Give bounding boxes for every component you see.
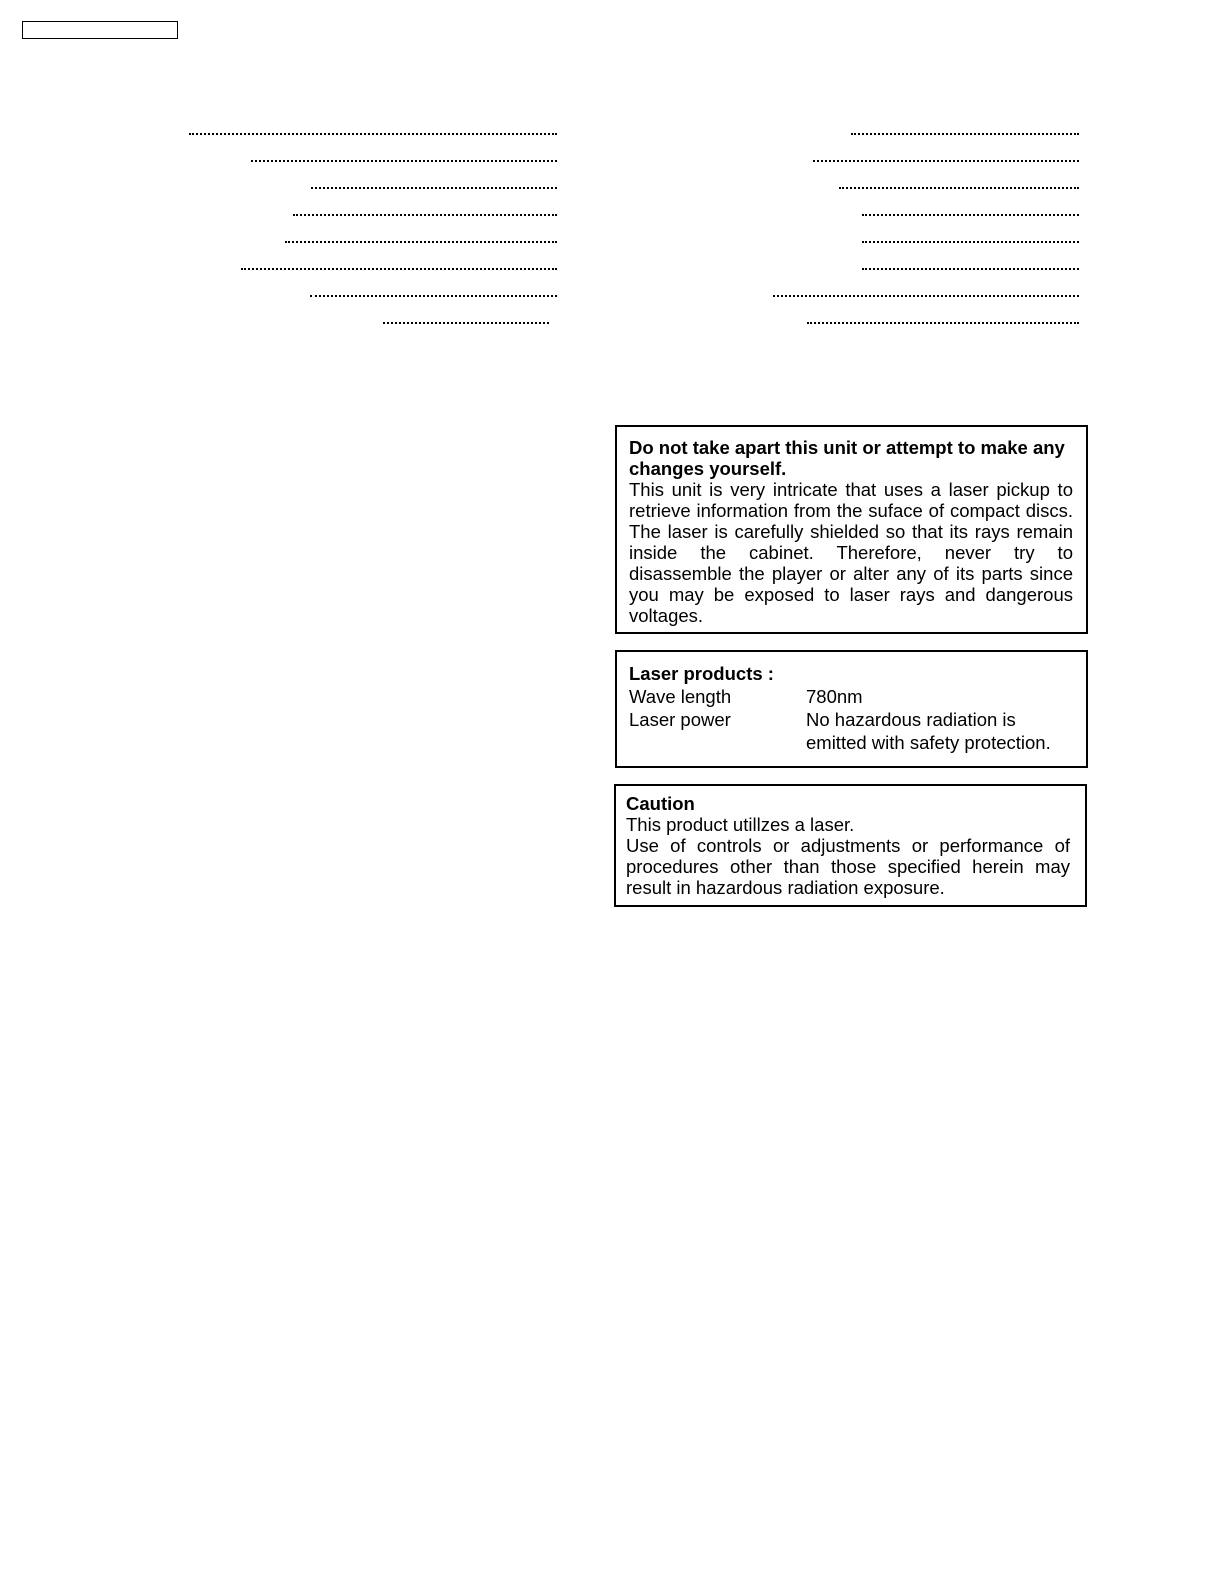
- toc-leader: [862, 268, 1079, 270]
- toc-leader: [813, 160, 1079, 162]
- spec-row-laser-power: [629, 708, 1073, 754]
- spec-label: Wave length: [629, 686, 732, 707]
- disassembly-warning-title: Do not take apart this unit or attempt to make any changes yourself.: [629, 437, 1065, 479]
- toc-leader: [839, 187, 1079, 189]
- toc-leader: [311, 187, 557, 189]
- toc-leader: [851, 133, 1079, 135]
- toc-leader: [241, 268, 557, 270]
- toc-leader: [862, 214, 1079, 216]
- toc-leader: [862, 241, 1079, 243]
- caution-text: Use of controls or adjustments or performance of procedures other than those specified herein may result in hazardous radiation exposure.: [626, 835, 1070, 898]
- laser-products-box: [615, 650, 1088, 768]
- toc-leader: [773, 295, 1079, 297]
- laser-products-title: Laser products :: [629, 663, 774, 684]
- disassembly-warning-text: This unit is very intricate that uses a laser pickup to retrieve information from the suface of compact discs. The laser is carefully shielded so that its rays remain inside the cabinet. Therefore, never try to disassemble the player or alter any of its parts since you may be exposed to laser rays and dangerous voltages.: [629, 479, 1073, 626]
- toc-leader: [807, 322, 1079, 324]
- spec-value: 780nm: [806, 686, 863, 707]
- caution-line: This product utillzes a laser.: [626, 814, 855, 835]
- toc-leader: [251, 160, 557, 162]
- toc-leader: [293, 214, 557, 216]
- spec-row-wave-length: [629, 685, 1073, 708]
- toc-leader: [285, 241, 557, 243]
- toc-leader: [310, 295, 557, 297]
- spec-value: No hazardous radiation is emitted with safety protection.: [806, 709, 1051, 753]
- header-label-box: [22, 21, 178, 39]
- toc-leader: [189, 133, 557, 135]
- spec-label: Laser power: [629, 709, 731, 730]
- caution-title: Caution: [626, 793, 695, 814]
- caution-box: [614, 784, 1087, 907]
- toc-leader: [383, 322, 549, 324]
- disassembly-warning-box: [615, 425, 1088, 634]
